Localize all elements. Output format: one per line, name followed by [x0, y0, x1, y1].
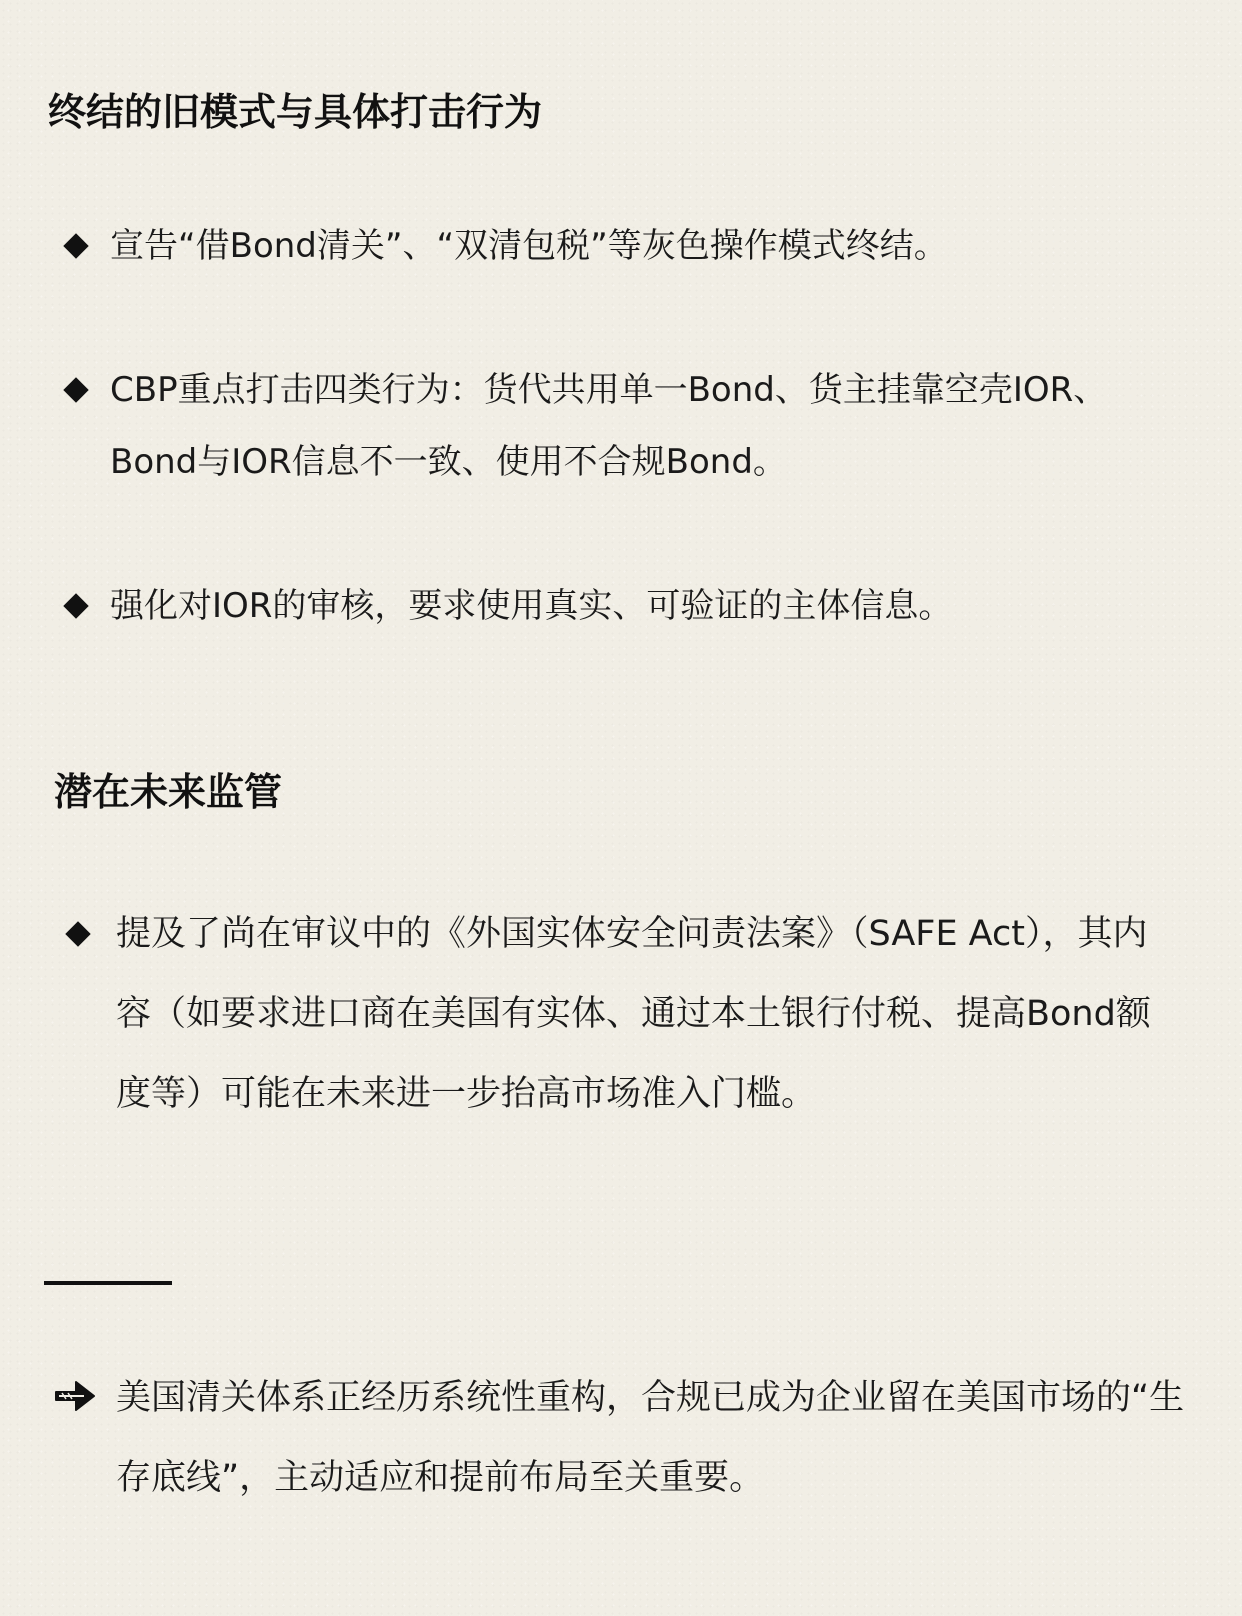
bullet-text: 提及了尚在审议中的《外国实体安全问责法案》（SAFE Act），其内容（如要求进口商在美国有实体、通过本土银行付税、提高Bond额度等）可能在未来进一步抬高市场准入门槛。 — [116, 914, 1151, 1114]
bullet-text: 宣告“借Bond清关”、“双清包税”等灰色操作模式终结。 — [110, 226, 948, 266]
bullet-text: CBP重点打击四类行为：货代共用单一Bond、货主挂靠空壳IOR、Bond与IOR信息不一致、使用不合规Bond。 — [110, 370, 1108, 482]
bullet-text: 强化对IOR的审核，要求使用真实、可验证的主体信息。 — [110, 586, 953, 626]
diamond-bullet-icon — [62, 894, 102, 974]
diamond-bullet-icon — [60, 570, 100, 642]
conclusion-text: 美国清关体系正经历系统性重构，合规已成为企业留在美国市场的“生存底线”，主动适应和提前布局至关重要。 — [116, 1378, 1185, 1498]
diamond-bullet-icon — [60, 354, 100, 426]
section-title-old-model: 终结的旧模式与具体打击行为 — [48, 90, 543, 134]
section-title-future-regulation: 潜在未来监管 — [54, 770, 283, 814]
section-divider — [44, 1281, 172, 1285]
arrow-right-icon — [54, 1376, 98, 1416]
diamond-bullet-icon — [60, 210, 100, 282]
